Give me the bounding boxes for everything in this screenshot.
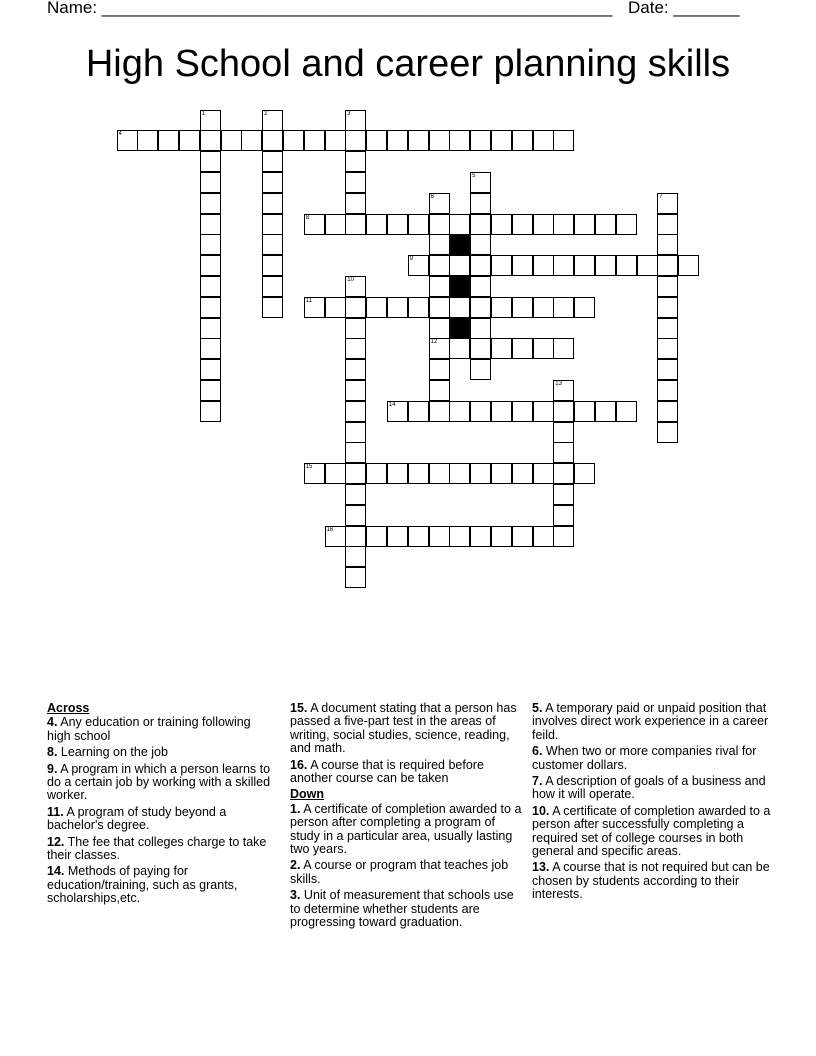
clue-text: Any education or training following high school (47, 715, 251, 743)
across-clue (47, 806, 277, 833)
grid-cell[interactable] (512, 255, 533, 276)
clue-number: 9. (47, 761, 58, 776)
name-field-label[interactable]: Name: ______________________________________________________ (47, 0, 613, 17)
grid-cell[interactable] (262, 110, 283, 131)
clue-number: 4. (47, 715, 58, 730)
grid-cell[interactable] (595, 401, 616, 422)
grid-cell[interactable] (512, 401, 533, 422)
clue-number: 14. (47, 864, 65, 879)
grid-cell[interactable] (387, 463, 408, 484)
grid-cell[interactable] (574, 255, 595, 276)
clue-number: 10. (532, 803, 550, 818)
grid-cell[interactable] (657, 255, 678, 276)
across-clue (47, 716, 277, 743)
grid-cell[interactable] (345, 338, 366, 359)
grid-cell[interactable] (200, 318, 221, 339)
grid-cell[interactable] (533, 214, 554, 235)
grid-cell[interactable] (345, 318, 366, 339)
grid-cell[interactable] (262, 151, 283, 172)
grid-cell[interactable] (491, 401, 512, 422)
clue-number: 13. (532, 860, 550, 875)
clue-text: Unit of measurement that schools use to determine whether students are progressing toward graduation. (290, 888, 514, 930)
grid-cell[interactable] (553, 130, 574, 151)
clue-text: Learning on the job (60, 745, 168, 760)
clue-text: A temporary paid or unpaid position that involves direct work experience in a career feild. (532, 701, 769, 742)
grid-cell[interactable] (533, 463, 554, 484)
grid-cell[interactable] (408, 130, 429, 151)
grid-cell[interactable] (200, 110, 221, 131)
grid-cell[interactable] (262, 276, 283, 297)
grid-cell[interactable] (200, 234, 221, 255)
clues-column-3 (532, 702, 772, 905)
clues-column-2 (290, 702, 524, 933)
grid-cell[interactable] (533, 401, 554, 422)
grid-cell[interactable] (553, 463, 574, 484)
grid-cell[interactable] (429, 380, 450, 401)
grid-cell[interactable] (470, 193, 491, 214)
grid-cell[interactable] (533, 297, 554, 318)
grid-cell[interactable] (262, 130, 283, 151)
grid-cell[interactable] (262, 172, 283, 193)
grid-cell[interactable] (657, 193, 678, 214)
clue-number: 15. (290, 701, 308, 715)
grid-cell[interactable] (387, 297, 408, 318)
grid-cell[interactable] (574, 297, 595, 318)
grid-cell[interactable] (657, 401, 678, 422)
grid-cell[interactable] (657, 297, 678, 318)
grid-cell[interactable] (345, 484, 366, 505)
cell-number: 11 (305, 297, 312, 304)
across-clue (47, 746, 277, 759)
grid-cell[interactable] (512, 338, 533, 359)
grid-cell[interactable] (200, 359, 221, 380)
grid-cell[interactable] (470, 338, 491, 359)
grid-cell[interactable] (429, 526, 450, 547)
grid-cell[interactable] (345, 110, 366, 131)
grid-cell[interactable] (470, 359, 491, 380)
grid-cell[interactable] (553, 442, 574, 463)
grid-cell[interactable] (429, 297, 450, 318)
down-clue (290, 803, 524, 857)
grid-black-cell (449, 318, 470, 339)
clue-text: Methods of paying for education/training, such as grants, scholarships,etc. (47, 864, 238, 906)
grid-cell[interactable] (678, 255, 699, 276)
grid-cell[interactable] (533, 255, 554, 276)
clue-number: 6. (532, 744, 543, 759)
grid-cell[interactable] (533, 130, 554, 151)
down-heading: Down (290, 787, 325, 802)
clues-column-1 (47, 702, 277, 909)
grid-cell[interactable] (470, 401, 491, 422)
cell-number: 1 (201, 110, 206, 117)
grid-cell[interactable] (491, 130, 512, 151)
cell-number: 6 (430, 193, 434, 200)
grid-cell[interactable] (657, 318, 678, 339)
grid-cell[interactable] (345, 442, 366, 463)
grid-cell[interactable] (345, 380, 366, 401)
grid-cell[interactable] (366, 214, 387, 235)
grid-cell[interactable] (366, 130, 387, 151)
grid-cell[interactable] (200, 130, 221, 151)
grid-cell[interactable] (470, 276, 491, 297)
grid-cell[interactable] (491, 526, 512, 547)
grid-cell[interactable] (512, 526, 533, 547)
date-field-label[interactable]: Date: _______ (628, 0, 740, 17)
grid-cell[interactable] (200, 193, 221, 214)
down-clue (290, 859, 524, 886)
grid-cell[interactable] (470, 255, 491, 276)
grid-cell[interactable] (325, 526, 346, 547)
grid-cell[interactable] (470, 214, 491, 235)
grid-cell[interactable] (345, 546, 366, 567)
cell-number: 14 (388, 401, 396, 408)
across-clue (47, 836, 277, 863)
grid-black-cell (449, 276, 470, 297)
clue-number: 12. (47, 834, 65, 849)
grid-cell[interactable] (283, 130, 304, 151)
grid-cell[interactable] (449, 526, 470, 547)
grid-cell[interactable] (553, 422, 574, 443)
grid-cell[interactable] (449, 463, 470, 484)
grid-cell[interactable] (200, 151, 221, 172)
grid-cell[interactable] (616, 255, 637, 276)
grid-cell[interactable] (366, 297, 387, 318)
grid-cell[interactable] (595, 214, 616, 235)
grid-cell[interactable] (387, 214, 408, 235)
grid-cell[interactable] (408, 463, 429, 484)
grid-cell[interactable] (200, 255, 221, 276)
grid-cell[interactable] (262, 193, 283, 214)
grid-cell[interactable] (345, 172, 366, 193)
cell-number: 5 (472, 172, 476, 179)
grid-cell[interactable] (491, 338, 512, 359)
grid-cell[interactable] (553, 401, 574, 422)
grid-cell[interactable] (262, 255, 283, 276)
grid-cell[interactable] (470, 130, 491, 151)
grid-cell[interactable] (408, 401, 429, 422)
clue-text: When two or more companies rival for customer dollars. (532, 744, 757, 772)
grid-cell[interactable] (200, 338, 221, 359)
grid-cell[interactable] (262, 234, 283, 255)
grid-cell[interactable] (325, 297, 346, 318)
grid-cell[interactable] (595, 255, 616, 276)
down-clue (532, 702, 772, 742)
grid-cell[interactable] (449, 214, 470, 235)
grid-cell[interactable] (657, 380, 678, 401)
grid-cell[interactable] (345, 505, 366, 526)
grid-cell[interactable] (657, 338, 678, 359)
down-clue (532, 775, 772, 802)
grid-cell[interactable] (429, 276, 450, 297)
clue-text: A program of study beyond a bachelor's degree. (47, 804, 227, 833)
clue-text: The fee that colleges charge to take their classes. (47, 834, 267, 863)
clue-text: A description of goals of a business and how it will operate. (532, 774, 766, 802)
clue-text: A certificate of completion awarded to a person after successfully completing a required set of college courses in both general and specific areas. (532, 803, 771, 859)
grid-cell[interactable] (408, 526, 429, 547)
clue-text: A course that is not required but can be chosen by students according to their interests. (532, 860, 770, 902)
grid-cell[interactable] (574, 401, 595, 422)
grid-cell[interactable] (429, 255, 450, 276)
grid-cell[interactable] (325, 130, 346, 151)
cell-number: 8 (305, 214, 310, 221)
grid-cell[interactable] (616, 401, 637, 422)
grid-cell[interactable] (616, 214, 637, 235)
clue-number: 8. (47, 745, 58, 760)
grid-cell[interactable] (200, 297, 221, 318)
grid-cell[interactable] (408, 297, 429, 318)
grid-cell[interactable] (117, 130, 138, 151)
cell-number: 2 (264, 110, 268, 117)
grid-cell[interactable] (429, 130, 450, 151)
grid-cell[interactable] (387, 401, 408, 422)
grid-cell[interactable] (449, 255, 470, 276)
grid-cell[interactable] (470, 318, 491, 339)
grid-cell[interactable] (512, 214, 533, 235)
grid-cell[interactable] (345, 526, 366, 547)
grid-cell[interactable] (345, 130, 366, 151)
clue-text: A document stating that a person has passed a five-part test in the areas of writing, social studies, science, reading, and math. (290, 701, 517, 756)
grid-cell[interactable] (449, 130, 470, 151)
clue-number: 2. (290, 858, 301, 873)
grid-cell[interactable] (470, 234, 491, 255)
grid-cell[interactable] (553, 484, 574, 505)
grid-cell[interactable] (262, 297, 283, 318)
across-clue (47, 865, 277, 905)
grid-cell[interactable] (387, 130, 408, 151)
cell-number: 10 (347, 276, 354, 283)
down-clue (532, 805, 772, 859)
grid-cell[interactable] (470, 297, 491, 318)
cell-number: 12 (430, 339, 438, 346)
grid-cell[interactable] (429, 318, 450, 339)
grid-cell[interactable] (179, 130, 200, 151)
grid-cell[interactable] (200, 276, 221, 297)
grid-cell[interactable] (345, 401, 366, 422)
clue-text: A course or program that teaches job skills. (290, 858, 509, 886)
grid-cell[interactable] (366, 463, 387, 484)
grid-cell[interactable] (200, 172, 221, 193)
cell-number: 16 (326, 526, 334, 533)
clue-text: A course that is required before another course can be taken (290, 757, 484, 786)
grid-cell[interactable] (304, 297, 325, 318)
grid-cell[interactable] (553, 526, 574, 547)
grid-cell[interactable] (470, 463, 491, 484)
grid-cell[interactable] (304, 130, 325, 151)
grid-cell[interactable] (200, 214, 221, 235)
grid-cell[interactable] (491, 297, 512, 318)
across-clue (290, 759, 524, 786)
grid-cell[interactable] (325, 463, 346, 484)
grid-cell[interactable] (345, 463, 366, 484)
grid-cell[interactable] (512, 297, 533, 318)
grid-cell[interactable] (553, 338, 574, 359)
across-clue (290, 702, 524, 756)
grid-cell[interactable] (304, 214, 325, 235)
grid-cell[interactable] (158, 130, 179, 151)
cell-number: 4 (118, 131, 122, 138)
clue-number: 5. (532, 701, 543, 715)
grid-cell[interactable] (345, 276, 366, 297)
grid-cell[interactable] (553, 297, 574, 318)
grid-cell[interactable] (637, 255, 658, 276)
grid-cell[interactable] (491, 255, 512, 276)
clue-number: 7. (532, 774, 543, 789)
grid-cell[interactable] (345, 297, 366, 318)
grid-cell[interactable] (345, 193, 366, 214)
down-clue (532, 861, 772, 901)
grid-cell[interactable] (429, 463, 450, 484)
grid-cell[interactable] (200, 380, 221, 401)
grid-cell[interactable] (553, 380, 574, 401)
grid-cell[interactable] (429, 338, 450, 359)
cell-number: 13 (555, 380, 562, 387)
grid-cell[interactable] (429, 214, 450, 235)
grid-cell[interactable] (553, 505, 574, 526)
across-heading: Across (47, 701, 90, 715)
grid-cell[interactable] (366, 526, 387, 547)
grid-cell[interactable] (574, 214, 595, 235)
grid-cell[interactable] (491, 463, 512, 484)
across-clue (47, 763, 277, 803)
grid-cell[interactable] (241, 130, 262, 151)
grid-cell[interactable] (553, 255, 574, 276)
cell-number: 7 (659, 193, 663, 200)
grid-cell[interactable] (449, 297, 470, 318)
clue-number: 16. (290, 757, 308, 772)
grid-cell[interactable] (657, 422, 678, 443)
clue-number: 1. (290, 801, 301, 816)
grid-cell[interactable] (325, 214, 346, 235)
down-clue (290, 889, 524, 929)
grid-cell[interactable] (533, 526, 554, 547)
grid-cell[interactable] (221, 130, 242, 151)
cell-number: 15 (305, 464, 313, 471)
grid-cell[interactable] (512, 463, 533, 484)
grid-cell[interactable] (574, 463, 595, 484)
grid-cell[interactable] (408, 214, 429, 235)
grid-cell[interactable] (429, 234, 450, 255)
clue-number: 3. (290, 888, 301, 903)
grid-cell[interactable] (137, 130, 158, 151)
grid-cell[interactable] (345, 151, 366, 172)
grid-cell[interactable] (200, 401, 221, 422)
clue-text: A certificate of completion awarded to a person after completing a program of study in a particular area, usually lasting two years. (290, 801, 522, 857)
grid-cell[interactable] (429, 359, 450, 380)
grid-cell[interactable] (449, 338, 470, 359)
grid-cell[interactable] (429, 193, 450, 214)
grid-cell[interactable] (429, 401, 450, 422)
grid-cell[interactable] (345, 359, 366, 380)
puzzle-title: High School and career planning skills (85, 43, 731, 85)
grid-cell[interactable] (553, 214, 574, 235)
grid-black-cell (449, 234, 470, 255)
cell-number: 3 (347, 110, 351, 117)
clue-number: 11. (47, 804, 64, 819)
grid-cell[interactable] (262, 214, 283, 235)
grid-cell[interactable] (387, 526, 408, 547)
grid-cell[interactable] (345, 567, 366, 588)
grid-cell[interactable] (657, 276, 678, 297)
clue-text: A program in which a person learns to do a certain job by working with a skilled worker. (47, 761, 271, 803)
cell-number: 9 (409, 256, 414, 263)
down-clue (532, 745, 772, 772)
grid-cell[interactable] (470, 526, 491, 547)
grid-cell[interactable] (304, 463, 325, 484)
grid-cell[interactable] (657, 214, 678, 235)
grid-cell[interactable] (449, 401, 470, 422)
grid-cell[interactable] (657, 359, 678, 380)
grid-cell[interactable] (491, 214, 512, 235)
grid-cell[interactable] (512, 130, 533, 151)
grid-cell[interactable] (345, 422, 366, 443)
grid-cell[interactable] (470, 172, 491, 193)
grid-cell[interactable] (533, 338, 554, 359)
grid-cell[interactable] (408, 255, 429, 276)
grid-cell[interactable] (345, 214, 366, 235)
grid-cell[interactable] (657, 234, 678, 255)
